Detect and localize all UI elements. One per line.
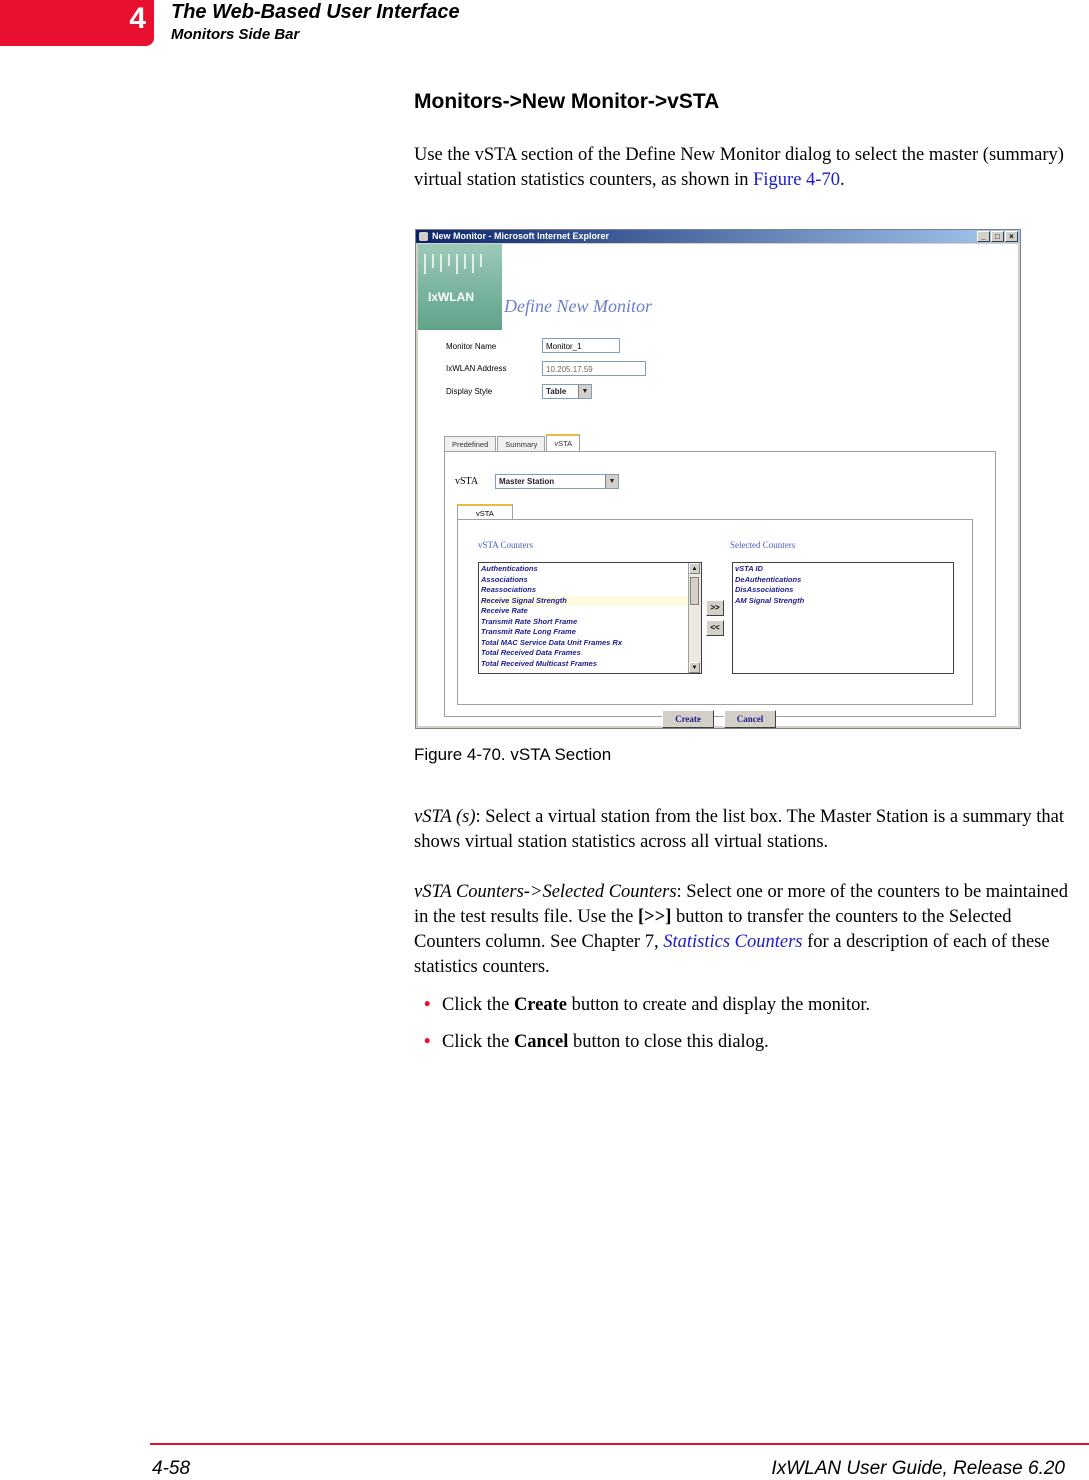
- dialog-content: [418, 244, 1018, 726]
- monitor-name-label: Monitor Name: [446, 342, 497, 351]
- intro-text: Use the vSTA section of the Define New Monitor dialog to select the master (summary) virtual station statistics counters, as shown in: [414, 145, 1064, 190]
- maximize-icon[interactable]: □: [991, 231, 1004, 242]
- window-titlebar: [416, 230, 1020, 243]
- close-icon[interactable]: ×: [1005, 231, 1018, 242]
- display-style-select[interactable]: [542, 384, 592, 399]
- vsta-counters-header: vSTA Counters: [478, 540, 534, 550]
- bullet-bold: Create: [513, 995, 568, 1015]
- ie-icon: [419, 232, 428, 241]
- dialog-title: Define New Monitor: [504, 296, 652, 316]
- window-title: New Monitor - Microsoft Internet Explorer: [432, 231, 610, 241]
- list-item[interactable]: DeAuthentications: [735, 574, 802, 584]
- list-item[interactable]: vSTA ID: [735, 564, 763, 573]
- window-controls: [977, 231, 1018, 242]
- list-item[interactable]: DisAssociations: [735, 585, 794, 594]
- list-item[interactable]: Transmit Rate Long Frame: [481, 627, 576, 636]
- dialog-screenshot: [415, 229, 1021, 729]
- minimize-icon[interactable]: _: [977, 231, 990, 242]
- vsta-label: vSTA: [455, 476, 479, 487]
- list-item[interactable]: Transmit Rate Short Frame: [481, 616, 578, 626]
- footer-rule: [150, 1443, 1089, 1445]
- section-heading: Monitors->New Monitor->vSTA: [414, 90, 720, 113]
- header-title: The Web-Based User Interface: [171, 1, 460, 23]
- add-counter-button[interactable]: >>: [706, 600, 724, 616]
- figure-caption: Figure 4-70. vSTA Section: [414, 745, 612, 764]
- list-item[interactable]: Receive Signal Strength: [481, 596, 699, 607]
- vsta-paragraph: [414, 805, 1079, 855]
- counters-text-1: : Select one or more of the counters to be maintained in the test results file. Use the: [414, 882, 1069, 927]
- header-subtitle: Monitors Side Bar: [171, 26, 300, 43]
- monitor-name-input[interactable]: Monitor_1: [542, 338, 620, 353]
- logo-bars: [424, 254, 494, 274]
- bullet-pre: Click the: [442, 995, 514, 1015]
- list-item[interactable]: Total MAC Service Data Unit Frames Rx: [481, 637, 623, 647]
- counters-text-2: button to transfer the counters to the Selected Counters column. See Chapter 7,: [414, 907, 1012, 952]
- counters-panel: [457, 519, 973, 705]
- page-number: 4-58: [152, 1458, 191, 1479]
- tab-predefined[interactable]: Predefined: [444, 436, 496, 452]
- ixwlan-address-label: IxWLAN Address: [446, 364, 507, 373]
- chevron-down-icon: ▼: [605, 475, 618, 488]
- counters-paragraph: [414, 880, 1079, 980]
- figure-link[interactable]: Figure 4-70: [753, 170, 840, 190]
- list-item[interactable]: Authentications: [481, 564, 538, 573]
- remove-counter-button[interactable]: <<: [706, 620, 724, 636]
- list-scrollbar[interactable]: [688, 563, 701, 673]
- vsta-select[interactable]: [495, 474, 619, 489]
- list-item[interactable]: AM Signal Strength: [735, 595, 805, 605]
- ixwlan-logo: [418, 244, 502, 330]
- list-item[interactable]: Total Received Multicast Frames: [481, 658, 598, 668]
- list-item[interactable]: Associations: [481, 574, 528, 584]
- bullet-item: [424, 993, 870, 1018]
- display-style-label: Display Style: [446, 387, 493, 396]
- statistics-counters-link[interactable]: Statistics Counters: [663, 932, 803, 952]
- list-item[interactable]: Receive Rate: [481, 606, 528, 615]
- vsta-select-value: Master Station: [499, 477, 555, 486]
- bullet-icon: •: [424, 1032, 431, 1052]
- selected-counters-list[interactable]: [732, 562, 954, 674]
- bullet-post: button to create and display the monitor.: [567, 995, 871, 1015]
- vsta-counters-list[interactable]: [478, 562, 702, 674]
- intro-paragraph: [414, 143, 1079, 193]
- list-item[interactable]: Reassociations: [481, 585, 537, 594]
- bullet-pre: Click the: [442, 1032, 514, 1052]
- subtab-vsta[interactable]: vSTA: [457, 504, 513, 521]
- bullet-item: [424, 1030, 769, 1055]
- ixwlan-address-input[interactable]: 10.205.17.59: [542, 361, 646, 376]
- scroll-down-icon[interactable]: ▼: [689, 662, 700, 673]
- scroll-up-icon[interactable]: ▲: [689, 563, 700, 574]
- logo-text: IxWLAN: [428, 290, 474, 304]
- vsta-text: : Select a virtual station from the list box. The Master Station is a summary that shows virtual station statistics across all virtual stations.: [414, 807, 1064, 852]
- tab-vsta[interactable]: vSTA: [546, 434, 580, 453]
- vsta-tab-panel: [444, 451, 996, 717]
- vsta-term: vSTA (s): [414, 807, 476, 827]
- create-button[interactable]: Create: [662, 710, 714, 728]
- selected-counters-header: Selected Counters: [730, 540, 796, 550]
- document-title: IxWLAN User Guide, Release 6.20: [771, 1458, 1065, 1479]
- chapter-tab: [0, 0, 154, 46]
- scroll-thumb[interactable]: [690, 577, 699, 605]
- bullet-post: button to close this dialog.: [568, 1032, 769, 1052]
- transfer-button-ref: [>>]: [638, 907, 672, 927]
- cancel-button[interactable]: Cancel: [724, 710, 776, 728]
- counters-text-3: for a description of each of these statistics counters.: [414, 932, 1050, 977]
- bullet-icon: •: [424, 995, 431, 1015]
- counters-term: vSTA Counters->Selected Counters: [414, 882, 677, 902]
- tab-summary[interactable]: Summary: [497, 436, 545, 452]
- chevron-down-icon: ▼: [578, 385, 591, 398]
- bullet-bold: Cancel: [513, 1032, 569, 1052]
- list-item[interactable]: Total Received Data Frames: [481, 648, 581, 657]
- display-style-value: Table: [546, 387, 567, 396]
- chapter-number: 4: [129, 2, 146, 35]
- intro-end: .: [839, 170, 845, 190]
